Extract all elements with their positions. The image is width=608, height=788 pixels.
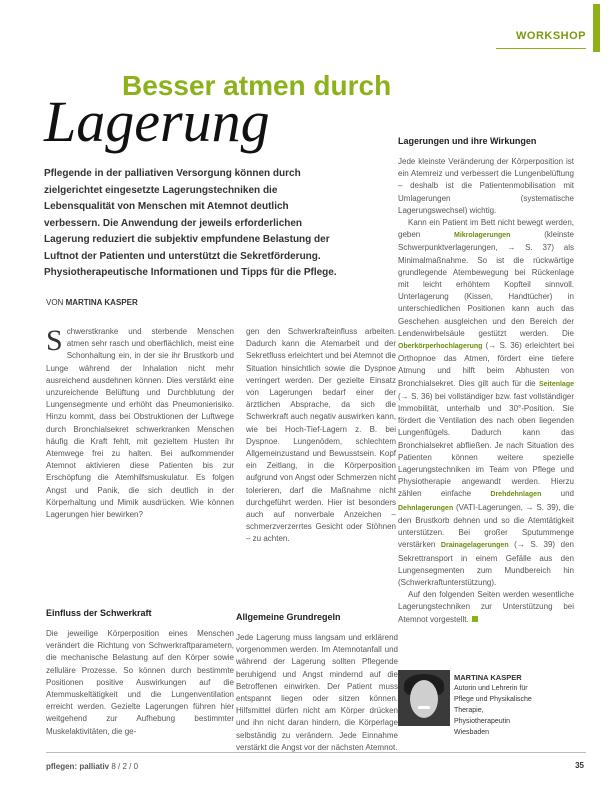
text-run: Kann ein Patient im Bett nicht bewegt werden, geben (398, 218, 574, 240)
section-color-bar (593, 4, 600, 52)
author-photo-face (410, 680, 438, 718)
author-line: Therapie, (454, 707, 484, 714)
author-line: Wiesbaden (454, 729, 490, 736)
section-label: WORKSHOP (516, 30, 586, 42)
title-kicker: Besser atmen durch (122, 70, 392, 101)
text-run: und (560, 489, 574, 499)
keyword-mikrolagerungen: Mikrolagerungen (454, 232, 511, 240)
keyword-seitenlage: Seitenlage (538, 380, 574, 388)
subhead-schwerkraft: Einfluss der Schwerkraft (46, 608, 152, 618)
footer-journal (46, 762, 138, 771)
drop-cap: S (46, 324, 63, 357)
section-rule (496, 48, 586, 49)
column-3-paragraph-3 (398, 589, 574, 626)
page-number: 35 (575, 761, 584, 770)
column-3-paragraph-2 (398, 217, 574, 589)
text-run: Auf den folgenden Seiten werden wesentliche Lagerungstechniken zur Unterstützung bei Atemnot vorgestellt. (398, 590, 574, 624)
column-1-section (46, 608, 234, 738)
text-run: (kleinste Schwerpunktverlagerungen, → S. 37) als Minimalmaßnahme. So ist die rückwärtige grundlegende Atembewegung bei Rückenlage mit leicht erhöhtem Kopfteil sinnvoll. Unterlagerung (Kissen, Handtücher) in unterschiedlichen Positionen kann auch das Geschehen ausgleichen und den Bereich der Lendenwirbelsäule gestützt werden. Die (398, 230, 574, 338)
keyword-drehdehnlagen: Drehdehnlagen (490, 491, 542, 499)
byline (46, 298, 138, 307)
column-2-section (236, 612, 398, 754)
text-run: (→ S. 39) den Sekrettransport in einem Gefälle aus den Lungensegmenten zum Mundbereich hin (Schwerkraftunterstützung). (398, 540, 574, 587)
subhead-grundregeln: Allgemeine Grundregeln (236, 612, 341, 622)
text-run: (→ S. 36) erleichtert bei Orthopnoe das Atmen, fördert eine tiefere Atmung und hilft beim Abhusten von Bronchialsekret. Dies gilt auch für die (398, 341, 574, 388)
text-run: (→ S. 36) bei vollständiger bzw. fast vollständiger Immobilität, unterhalb und 30°-Position. Sie fördert die Ventilation des nach oben liegenden Lungenflügels. Dadurch kann das Bronchialsekret abfließen. Je nach Situation des Patienten können weitere spezielle Lagerungstechniken im Team von Pflege und Physiotherapie angewandt werden. Hierzu zählen einfache (398, 391, 574, 499)
author-line: Pflege und Physikalische (454, 696, 532, 703)
column-3-paragraph-1: Jede kleinste Veränderung der Körperposition ist ein Atemreiz und verbessert die Lungenbelüftung – deshalb ist die Patientenmobilisation mit Umlagerungen (systematische Lagerungswechsel) wichtig. (398, 157, 574, 215)
byline-prefix: VON (46, 298, 64, 307)
keyword-oberkoerperhochlagerung: Oberkörperhochlagerung (398, 343, 483, 351)
author-line: Physiotherapeutin (454, 718, 511, 725)
column-1-intro (46, 326, 234, 521)
byline-author: MARTINA KASPER (65, 298, 138, 307)
end-mark-icon (472, 616, 478, 622)
author-info (454, 672, 532, 738)
keyword-drainagelagerungen: Drainagelagerungen (440, 542, 509, 550)
column-2-intro-text: gen den Schwerkrafteinfluss arbeiten. Dadurch kann die Atemarbeit und der Sekretfluss erleichtert und bei Atemnot die Situation hinsichtlich sowie die Dyspnoe verringert werden. Der gezielte Einsatz von Lagerungen bedarf einer der ärztlichen Absprache, da sich die Schwerkraft auch negativ auswirken kann, wie bei Hoch-Tief-Lagern z. B. bei Dyspnoe. Lungenödem, schlechtem Allgemeinzustand und Bewusstsein. Kopf ein Zeitlang, in die Körperposition aufgrund von Angst oder Schmerzen nicht tolerieren, darf die Maßnahme nicht durchgeführt werden. Hier ist besonders auch auf nonverbale Anzeichen – schmerzverzerrtes Gesicht oder Stöhnen – zu achten. (246, 327, 396, 544)
footer-rule (46, 752, 586, 753)
column-1-intro-text: chwerstkranke und sterbende Menschen atmen sehr rasch und oberflächlich, meist eine Schonhaltung ein, in der sie ihr Brustkorb und Lunge während der Inhalation nicht mehr ausreichend ausdehnen können. Dies verstärkt eine unzureichende Belüftung und Durchblutung der Lungensegmente und erhöht das Pneumonierisiko. Hinzu kommt, dass bei Obstruktionen der Luftwege durch Bronchialsekret schwerkranken Menschen häufig die Kraft fehlt, mit gezieltem Husten ihr Atemwege frei zu halten. Bei aufkommender Atemnot aktivieren diese Patienten bis zur Erschöpfung die Atemhilfsmuskulatur. Es folgen Angst und Panik, die sich deutlich in der Körperhaltung und Mimik ausdrücken. Wie können Lagerungen hier bewirken? (46, 327, 234, 520)
column-3 (398, 136, 574, 626)
journal-issue: 8 / 2 / 0 (111, 762, 139, 771)
column-2-body: Jede Lagerung muss langsam und erklärend vorgenommen werden. Im Atemnotanfall und während der Lagerung sollten Pflegende beruhigend und Angst mindernd auf die Betroffenen einwirken. Der Patient muss entspannt liegen oder sitzen können. Hilfsmittel dürfen nicht am Körper drücken und ihn nicht daran hindern, die Körperlage selbständig zu verändern. Jede Einnahme verstärkt die Angst vor der nächsten Atemnot. (236, 633, 398, 752)
column-2-intro (246, 326, 396, 546)
text-run: (VATI-Lagerungen, → S. 39), die den Brustkorb dehnen und so die Atemtätigkeit unterstützen. Bei großer Sputummenge verstärken (398, 502, 574, 550)
page-title: Lagerung (44, 89, 270, 154)
author-photo (398, 670, 450, 726)
subhead-lagerungen: Lagerungen und ihre Wirkungen (398, 136, 537, 146)
author-photo-mouth (418, 706, 430, 709)
journal-name: pflegen: palliativ (46, 762, 110, 771)
keyword-dehnlagerungen: Dehnlagerungen (398, 504, 454, 512)
author-name: MARTINA KASPER (454, 673, 522, 682)
column-1-body: Die jeweilige Körperposition eines Menschen verändert die Richtung von Schwerkraftparametern, die mechanische Belastung auf den Körper sowie zelluläre Prozesse. So können durch bestimmte Positionen positive Auswirkungen auf die Atemmuskeltätigkeit und die Lungenventilation erreicht werden. Gezielte Lagerungen führen hier weitgehend zur Aufhebung bestimmter Muskelaktivitäten, die ge- (46, 629, 234, 736)
lead-paragraph: Pflegende in der palliativen Versorgung können durch zielgerichtet eingesetzte Lagerungstechniken die Lebensqualität von Menschen mit Atemnot deutlich verbessern. Die Anwendung der jeweils erforderlichen Lagerung reduziert die subjektiv empfundene Belastung der Luftnot der Patienten und unterstützt die Sekretförderung. Physiotherapeutische Informationen und Tipps für die Pflege. (44, 168, 337, 278)
author-line: Autorin und Lehrerin für (454, 685, 528, 692)
